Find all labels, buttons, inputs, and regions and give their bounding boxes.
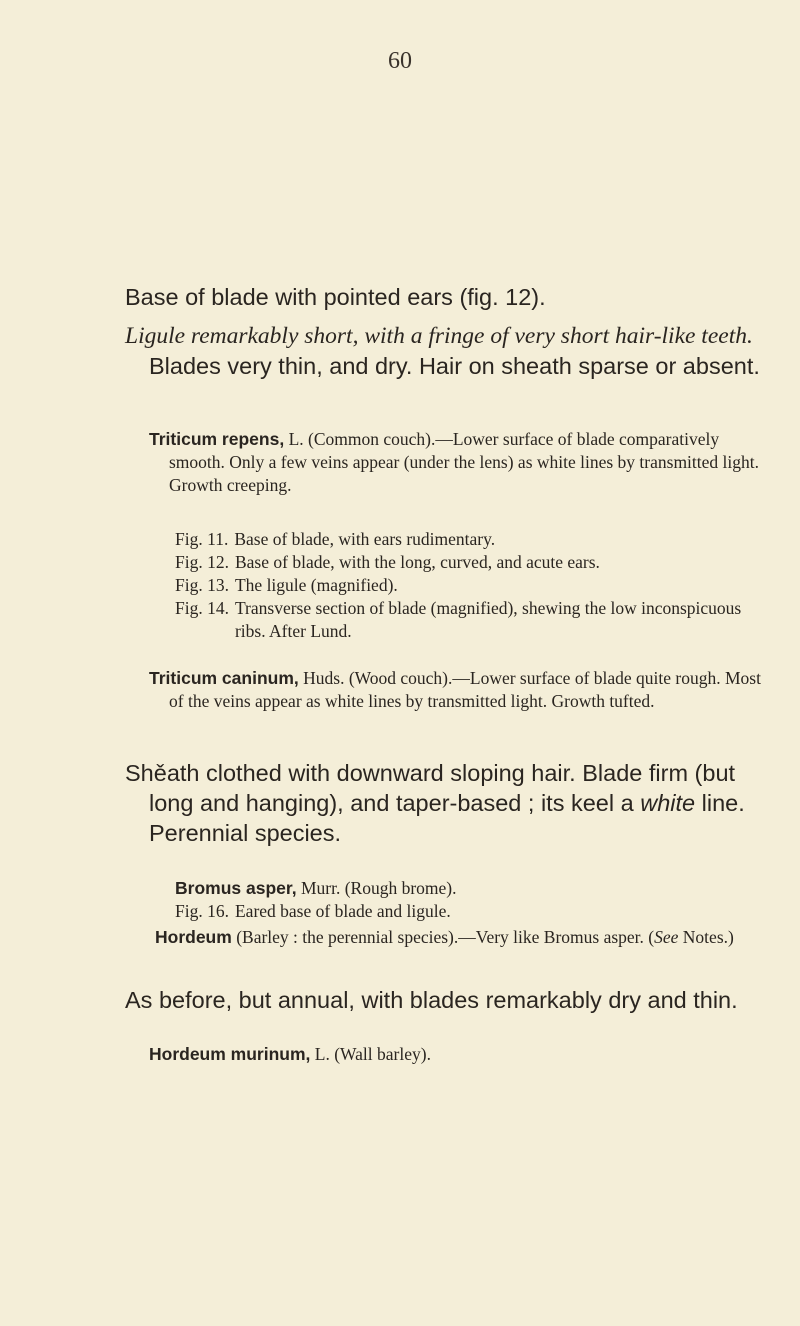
figure-caption: Fig. 14. Transverse section of blade (magnified), shewing the low inconspicuous ribs. After Lund. (175, 598, 742, 641)
key-heading-sheath-hairy: Shěath clothed with downward sloping hair. Blade firm (but long and hanging), and taper-based ; its keel a white line. Perennial species. (125, 760, 745, 846)
figure-caption: Fig. 16. Eared base of blade and ligule. (175, 901, 451, 921)
species-name: Triticum caninum, (149, 668, 299, 688)
entry-text: Murr. (Rough brome). (296, 878, 457, 898)
entry-text: Huds. (Wood couch).—Lower surface of blade quite rough. Most of the veins appear as white lines by transmitted light. Growth tufted. (169, 668, 761, 711)
figure-list-2 (175, 900, 769, 923)
heading2-rest: Blades very thin, and dry. Hair on sheath sparse or absent. (149, 353, 760, 379)
key-heading-annual: As before, but annual, with blades remarkably dry and thin. (125, 987, 738, 1013)
figure-caption: Fig. 13. The ligule (magnified). (175, 575, 398, 595)
entry-triticum-caninum (149, 667, 769, 713)
figure-list-1 (175, 528, 769, 643)
species-name: Hordeum (155, 927, 232, 947)
figure-caption: Fig. 12. Base of blade, with the long, curved, and acute ears. (175, 552, 600, 572)
entry-triticum-repens (149, 428, 769, 497)
species-name: Hordeum murinum, (149, 1044, 311, 1064)
entry-text: L. (Common couch).—Lower surface of blade comparatively smooth. Only a few veins appear (under the lens) as white lines by transmitted light. Growth creeping. (169, 429, 760, 495)
entry-hordeum: Hordeum (Barley : the perennial species).—Very like Bromus asper. (See Notes.) (155, 927, 734, 947)
figure-caption: Fig. 11. Base of blade, with ears rudimentary. (175, 529, 496, 549)
entry-hordeum-murinum (149, 1043, 769, 1066)
entry-text: L. (Wall barley). (310, 1044, 431, 1064)
species-name: Triticum repens, (149, 429, 285, 449)
heading2-italic: Ligule remarkably short, with a fringe of very short hair-like teeth. (125, 323, 753, 349)
key-heading-pointed-ears: Base of blade with pointed ears (fig. 12). (125, 284, 546, 310)
species-name: Bromus asper, (175, 878, 297, 898)
key-heading-ligule-short (125, 320, 769, 382)
page-number: 60 (388, 48, 412, 74)
entry-bromus-asper (175, 877, 769, 900)
